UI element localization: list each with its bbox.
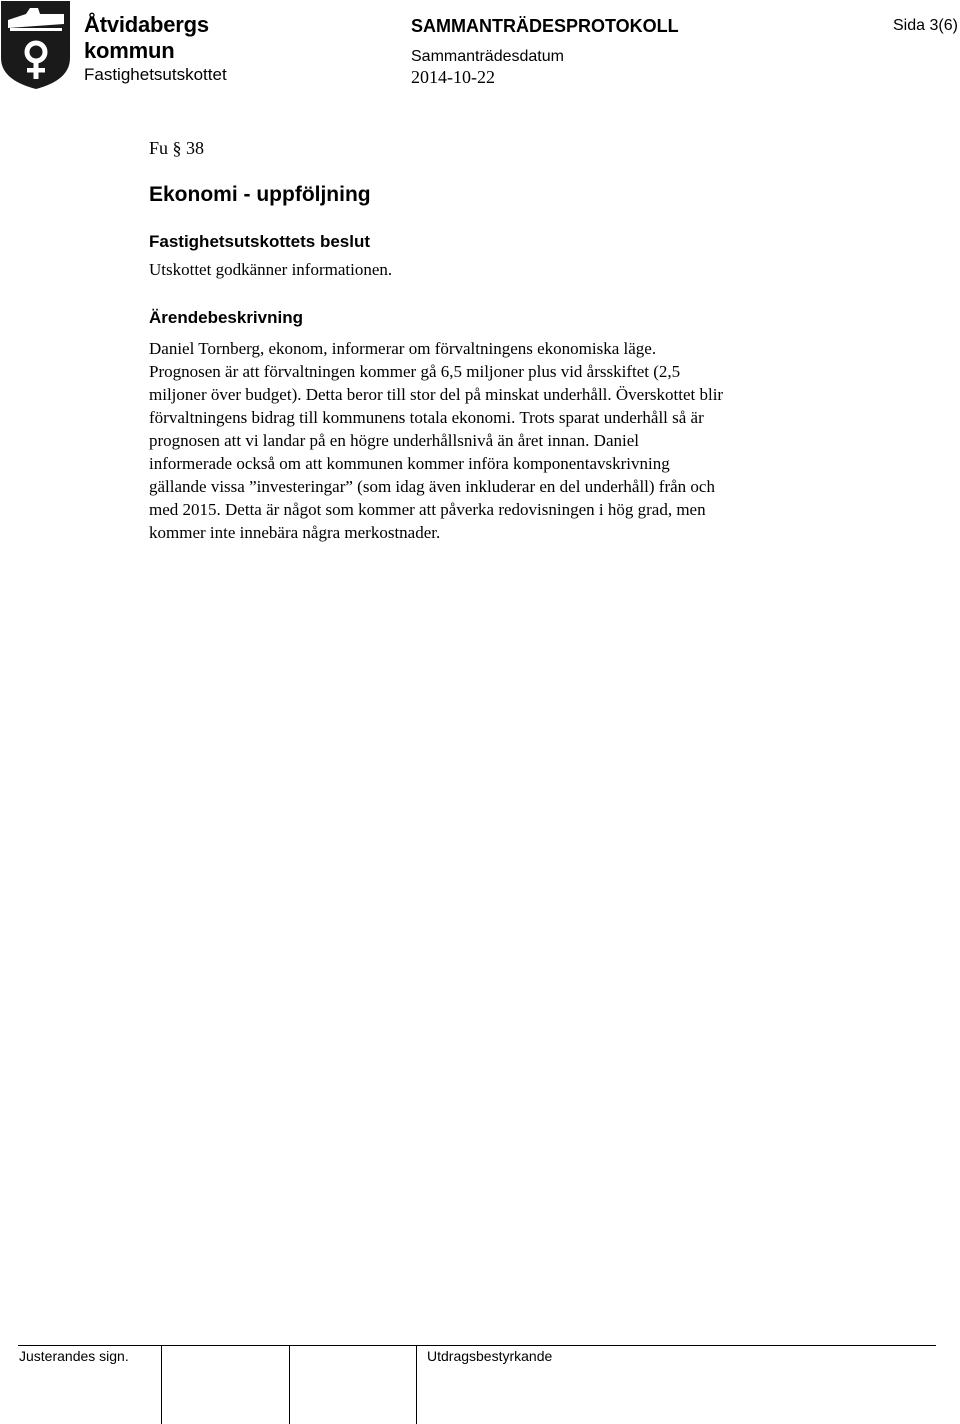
organization-name-line1: Åtvidabergs xyxy=(84,12,209,37)
description-line: Prognosen är att förvaltningen kommer gå 6,5 miljoner plus vid årsskiftet (2,5 xyxy=(149,362,681,381)
section-number: Fu § 38 xyxy=(149,138,205,158)
extract-certification-label: Utdragsbestyrkande xyxy=(427,1348,553,1364)
description-line: miljoner över budget). Detta beror till stor del på minskat underhåll. Överskottet blir xyxy=(149,385,724,404)
organization-name-line2: kommun xyxy=(84,38,175,63)
page-number: Sida 3(6) xyxy=(893,17,958,34)
description-line: kommer inte innebära några merkostnader. xyxy=(149,523,441,542)
description-line: prognosen att vi landar på en högre underhållsnivå än året innan. Daniel xyxy=(149,431,639,450)
section-title: Ekonomi - uppföljning xyxy=(149,183,371,206)
document-title: SAMMANTRÄDESPROTOKOLL xyxy=(411,16,679,36)
decision-text: Utskottet godkänner informationen. xyxy=(149,260,393,279)
organization-name xyxy=(84,12,209,64)
signature-label: Justerandes sign. xyxy=(19,1348,129,1364)
decision-heading: Fastighetsutskottets beslut xyxy=(149,232,371,251)
description-body xyxy=(149,337,849,544)
meeting-date-label: Sammanträdesdatum xyxy=(411,48,564,65)
committee-name: Fastighetsutskottet xyxy=(84,65,227,84)
description-line: förvaltningens bidrag till kommunens totala ekonomi. Trots sparat underhåll så är xyxy=(149,408,704,427)
description-line: med 2015. Detta är något som kommer att påverka redovisningen i hög grad, men xyxy=(149,500,706,519)
signature-box-divider xyxy=(416,1345,417,1424)
description-line: gällande vissa ”investeringar” (som idag även inkluderar en del underhåll) från och xyxy=(149,477,715,496)
signature-box-divider xyxy=(161,1345,162,1424)
coat-of-arms-icon xyxy=(0,0,72,90)
description-line: Daniel Tornberg, ekonom, informerar om förvaltningens ekonomiska läge. xyxy=(149,339,657,358)
meeting-date-value: 2014-10-22 xyxy=(411,67,495,87)
description-heading: Ärendebeskrivning xyxy=(149,308,303,327)
description-line: informerade också om att kommunen kommer införa komponentavskrivning xyxy=(149,454,670,473)
signature-box-divider xyxy=(289,1345,290,1424)
footer-divider xyxy=(18,1345,936,1346)
